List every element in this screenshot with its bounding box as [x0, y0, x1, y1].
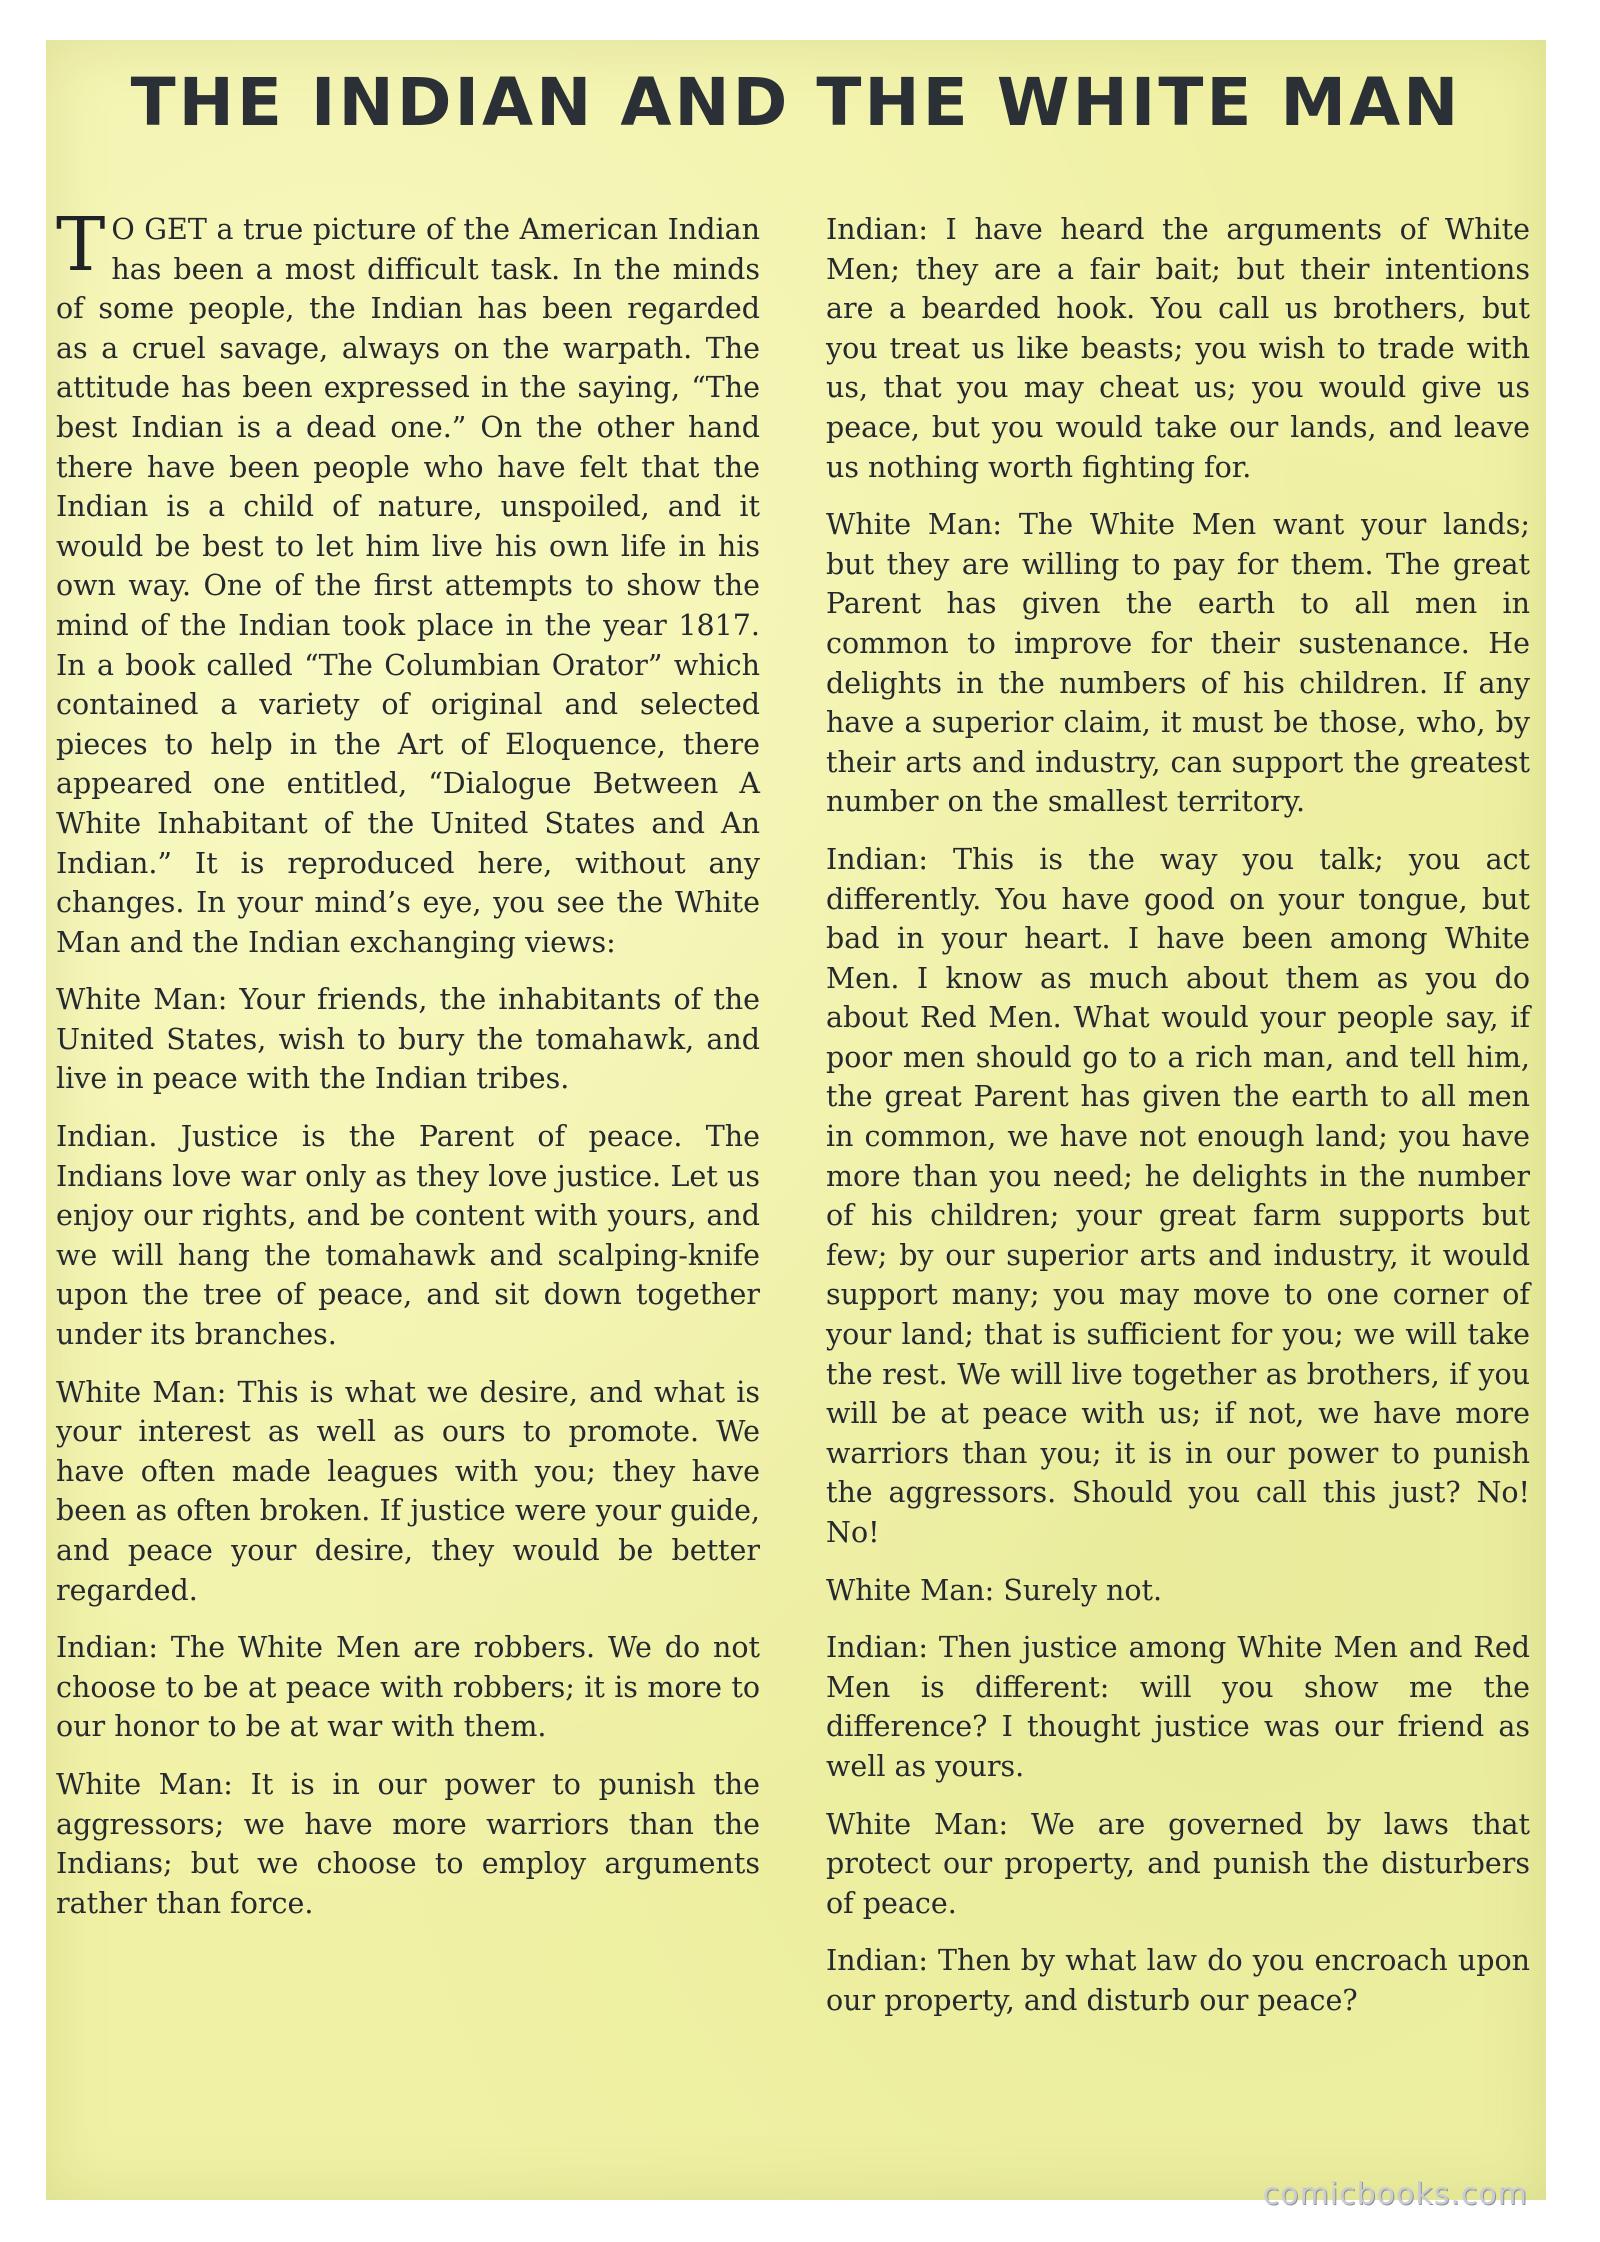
comic-text-page	[46, 40, 1546, 2200]
dialogue-paragraph: White Man: This is what we desire, and what is your interest as well as ours to promote. We have often made leagues with you; they have been as often broken. If justice were your guide, and peace your desire, they would be better regarded.	[56, 1375, 760, 1607]
site-watermark: comicbooks.com	[1262, 2177, 1528, 2212]
dialogue-paragraph: Indian: The White Men are robbers. We do not choose to be at peace with robbers; it is more to our honor to be at war with them.	[56, 1631, 760, 1744]
dialogue-paragraph: White Man: Your friends, the inhabitants of the United States, wish to bury the tomahawk, and live in peace with the Indian tribes.	[56, 983, 760, 1096]
dialogue-paragraph: White Man: The White Men want your lands; but they are willing to pay for them. The great Parent has given the earth to all men in common to improve for their sustenance. He delights in the numbers of his children. If any have a superior claim, it must be those, who, by their arts and industry, can support the greatest number on the smallest territory.	[826, 508, 1530, 819]
left-column	[56, 202, 760, 1941]
intro-paragraph	[56, 202, 760, 962]
dialogue-paragraph: White Man: Surely not.	[826, 1573, 1163, 1607]
drop-cap: T	[56, 202, 106, 288]
dialogue-paragraph: Indian: This is the way you talk; you act differently. You have good on your tongue, but bad in your heart. I have been among White Men. I know as much about them as you do about Red Men. What would your people say, if poor men should go to a rich man, and tell him, the great Parent has given the earth to all men in common, we have not enough land; you have more than you need; he delights in the number of his children; your great farm supports but few; by our superior arts and industry, it would support many; you may move to one corner of your land; that is sufficient for you; we will take the rest. We will live together as brothers, if you will be at peace with us; if not, we have more warriors than you; it is in our power to punish the aggressors. Should you call this just? No! No!	[826, 842, 1530, 1549]
dialogue-paragraph: White Man: We are governed by laws that protect our property, and punish the disturbers of peace.	[826, 1807, 1530, 1920]
dialogue-paragraph: Indian: Then by what law do you encroach upon our property, and disturb our peace?	[826, 1944, 1530, 2017]
right-column	[826, 210, 1530, 2039]
dialogue-paragraph: White Man: It is in our power to punish the aggressors; we have more warriors than the Indians; but we choose to employ arguments rather than force.	[56, 1767, 760, 1920]
intro-text: O GET a true picture of the American Indian has been a most difficult task. In the minds of some people, the Indian has been regarded as a cruel savage, always on the warpath. The attitude has been expressed in the saying, “The best Indian is a dead one.” On the other hand there have been people who have felt that the Indian is a child of nature, unspoiled, and it would be best to let him live his own life in his own way. One of the first attempts to show the mind of the Indian took place in the year 1817. In a book called “The Columbian Orator” which contained a variety of original and selected pieces to help in the Art of Eloquence, there appeared one entitled, “Dialogue Between A White Inhabitant of the United States and An Indian.” It is reproduced here, without any changes. In your mind’s eye, you see the White Man and the Indian exchanging views:	[56, 213, 760, 959]
dialogue-paragraph: Indian: Then justice among White Men and Red Men is different: will you show me the difference? I thought justice was our friend as well as yours.	[826, 1631, 1530, 1783]
dialogue-paragraph: Indian: I have heard the arguments of White Men; they are a fair bait; but their intentions are a bearded hook. You call us brothers, but you treat us like beasts; you wish to trade with us, that you may cheat us; you would give us peace, but you would take our lands, and leave us nothing worth fighting for.	[826, 213, 1530, 484]
page-title: THE INDIAN AND THE WHITE MAN	[130, 64, 1462, 141]
dialogue-paragraph: Indian. Justice is the Parent of peace. The Indians love war only as they love justice. Let us enjoy our rights, and be content with yours, and we will hang the tomahawk and scalping-knife upon the tree of peace, and sit down together under its branches.	[56, 1120, 760, 1352]
